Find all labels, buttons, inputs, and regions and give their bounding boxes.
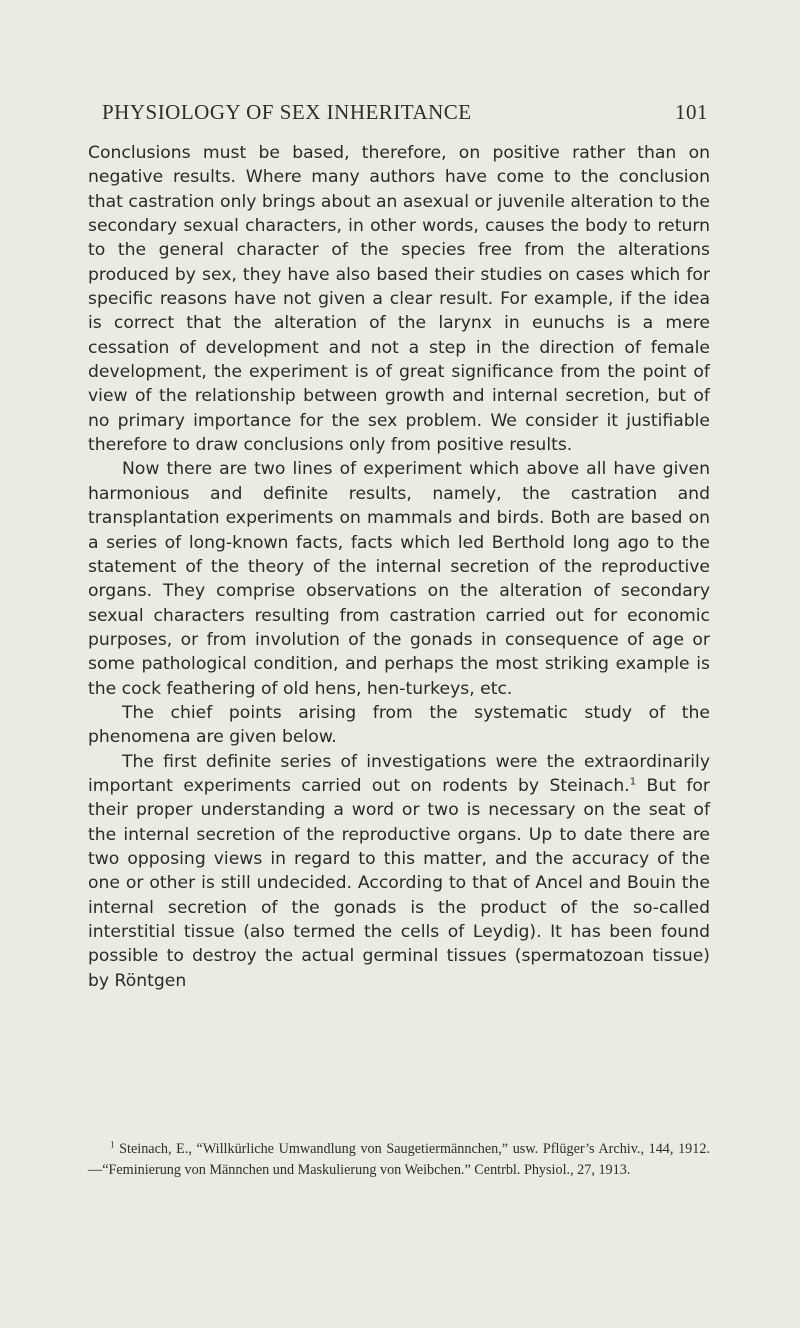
page-number: 101 [675,100,708,124]
running-title: PHYSIOLOGY OF SEX INHERITANCE [102,100,472,124]
footnote [88,1139,710,1180]
paragraph-1: Conclusions must be based, therefore, on positive rather than on negative results. Where many authors have come to the conclusion that castration only brings about an asexual or juvenile alteration to the secondary sexual characters, in other words, causes the body to return to the general character of the species free from the alterations produced by sex, they have also based their studies on cases which for specific reasons have not given a clear result. For example, if the idea is correct that the alteration of the larynx in eunuchs is a mere cessation of development and not a step in the direction of female development, the experiment is of great significance from the point of view of the relationship between growth and internal secretion, but of no primary importance for the sex problem. We consider it justifiable therefore to draw conclusions only from positive results. [88,143,710,456]
footnote-body: Steinach, E., “Willkürliche Umwandlung von Saugetiermännchen,” usw. Pflüger’s Archiv., 144, 1912.—“Feminierung von Männchen und Maskulierung von Weibchen.” Centrbl. Physiol., 27, 1913. [88,1141,710,1178]
footnote-reference: 1 [629,776,637,788]
paragraph-4-part-2: But for their proper understanding a word or two is necessary on the seat of the internal secretion of the reproductive organs. Up to date there are two opposing views in regard to this matter, and the accuracy of the one or other is still undecided. According to that of Ancel and Bouin the internal secretion of the gonads is the product of the so-called interstitial tissue (also termed the cells of Leydig). It has been found possible to destroy the actual germinal tissues (spermatozoan tissue) by Röntgen [88,775,710,991]
paragraph-3: The chief points arising from the systematic study of the phenomena are given below. [88,702,710,748]
paragraph-2: Now there are two lines of experiment which above all have given harmonious and definite results, namely, the castration and transplantation experiments on mammals and birds. Both are based on a series of long-known facts, facts which led Berthold long ago to the statement of the theory of the internal secretion of the reproductive organs. They comprise observations on the alteration of secondary sexual characters resulting from castration carried out for economic purposes, or from involution of the gonads in consequence of age or some pathological condition, and perhaps the most striking example is the cock feathering of old hens, hen-turkeys, etc. [88,459,710,699]
footnote-marker: 1 [110,1139,115,1150]
paragraph-4 [88,750,710,993]
footnote-text [88,1139,710,1180]
body-text [88,141,710,993]
paragraph-4-part-1: The first definite series of investigations were the extraordinarily important experiments carried out on rodents by Steinach. [88,751,710,796]
